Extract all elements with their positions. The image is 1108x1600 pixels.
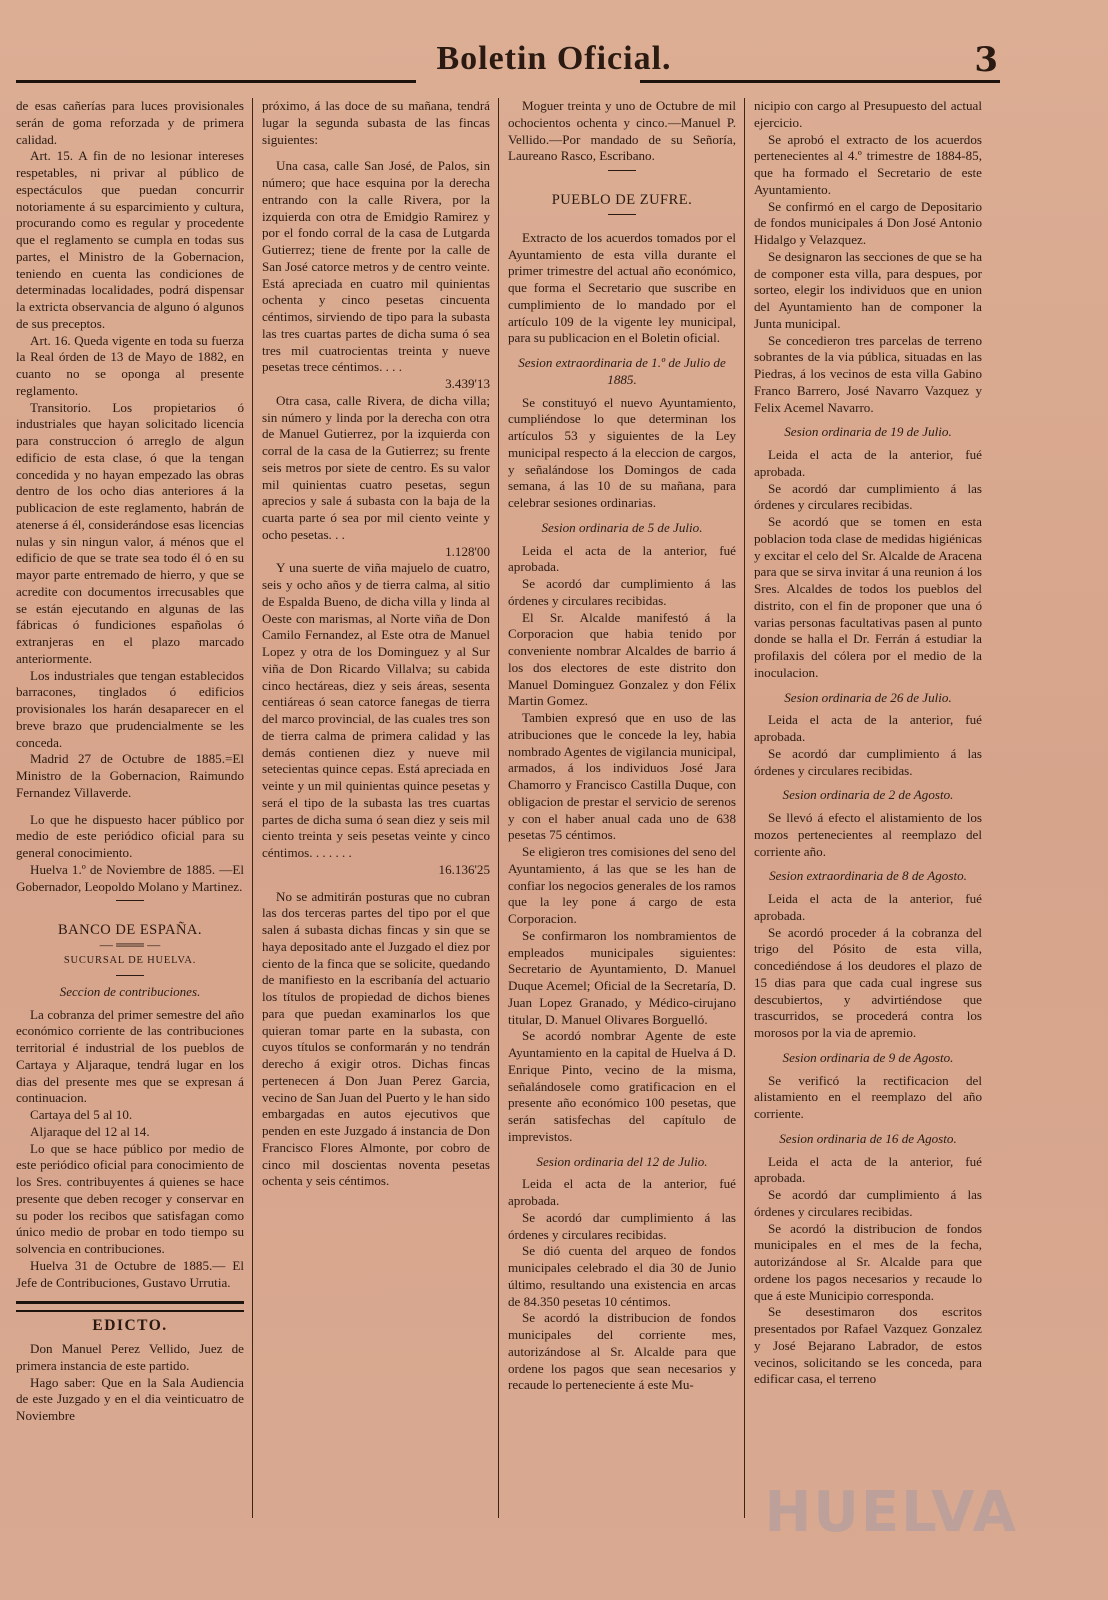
paragraph: Se aprobó el extracto de los acuerdos pertenecientes al 4.º trimestre de 1884-85, que ha formado el Secretario de este Ayuntamiento. [754,131,982,197]
session-heading: Sesion ordinaria de 9 de Agosto. [782,1049,954,1065]
paragraph: Otra casa, calle Rivera, de dicha villa; sin número y linda por la derecha con otra de Manuel Gutierrez, por la izquierda con corral de la casa de la Gutierrez; su frente seis metros por siete de centro. Es su valor mil quinientas cuatro pesetas, segun aprecios y sale á subasta con la baja de la cuarta parte ó sea por mil ciento veinte y ocho pesetas. . . [262,392,490,542]
paragraph: Se confirmó en el cargo de Depositario de fondos municipales á Don José Antonio Hidalgo y Velazquez. [754,198,982,247]
paragraph: Art. 15. A fin de no lesionar intereses respetables, ni privar al público de espectáculos que puedan concurrir notoriamente á su esparcimiento y cultura, procurando como es regular y procedente que el reglamento se cumpla en todas sus partes, el Ministro de la Gobernacion, teniendo en cuenta las condiciones de determinadas localidades, podrá dispensar la extricta observancia de alguno ó algunos de sus preceptos. [16,148,244,331]
amount: 16.136'25 [438,861,490,877]
paragraph: La cobranza del primer semestre del año económico corriente de las contribuciones territorial é industrial de los pueblos de Cartaya y Aljaraque, tendrá lugar en los dias del presente mes que se expresan á continuacion. [16,1006,244,1106]
paragraph: Los industriales que tengan establecidos barracones, tinglados ó edificios provisionales los harán desaparecer en el breve brazo que prudencialmente se les conceda. [16,667,244,750]
section-title-banco: BANCO DE ESPAÑA. [57,922,203,939]
paragraph: nicipio con cargo al Presupuesto del actual ejercicio. [754,98,982,130]
column-2 [262,98,490,1528]
section-heading: Seccion de contribuciones. [59,983,201,999]
paragraph: Moguer treinta y uno de Octubre de mil ochocientos ochenta y cinco.—Manuel P. Vellido.—Por mandado de su Señoría, Laureano Rasco, Escribano. [508,98,736,164]
session-heading: Sesion extraordinaria de 1.º de Julio de 1885. [518,355,726,387]
separator [116,975,144,976]
paragraph: Se acordó la distribucion de fondos municipales del corriente mes, autorizándose al Sr. Alcalde para que ordene los pagos que sean necesarios y recaude lo perteneciente á este Mu- [508,1310,736,1393]
paragraph: próximo, á las doce de su mañana, tendrá lugar la segunda subasta de las fincas siguientes: [262,98,490,147]
session-heading: Sesion ordinaria de 26 de Julio. [784,689,952,705]
masthead-title: Boletin Oficial. [436,40,672,77]
section-title-zufre: PUEBLO DE ZUFRE. [551,192,693,208]
paragraph: Se acordó proceder á la cobranza del trigo del Pósito de esta villa, concediéndose á los deudores el plazo de 15 dias para que cada cual ingrese sus descubiertos, y advirtiéndose que trascurridos, se procederá contra los morosos por la via de apremio. [754,924,982,1040]
paragraph: Tambien expresó que en uso de las atribuciones que le concede la ley, habia nombrado Agentes de vigilancia municipal, armados, á los individuos José Jara Chamorro y Francisco Castilla Duque, con obligacion de prestar el servicio de serenos y con el haber anual cada uno de 638 pesetas 75 céntimos. [508,710,736,843]
paragraph: Don Manuel Perez Vellido, Juez de primera instancia de este partido. [16,1341,244,1373]
paragraph: Se desestimaron dos escritos presentados por Rafael Vazquez Gonzalez y José Bejarano Labrador, de estos vecinos, solicitando se les conceda, para edificar casa, el terreno [754,1304,982,1387]
paragraph: Se concedieron tres parcelas de terreno sobrantes de la via pública, situadas en las Piedras, á los vecinos de esta villa Gabino Franco Barrero, José Navarro Vazquez y Felix Acemel Navarro. [754,332,982,415]
column-divider [252,98,253,1518]
paragraph: Se designaron las secciones de que se ha de componer esta villa, para despues, por sorteo, elegir los individuos que en union del Ayuntamiento han de componer la Junta municipal. [754,248,982,331]
paragraph: Transitorio. Los propietarios ó industriales que hayan solicitado licencia para construccion ó arreglo de algun edificio de esta clase, ó que la tengan concedida y no hayan empezado las obras dentro de los ocho dias anteriores á la publicacion de este reglamento, habrán de atenerse á él, considerándose esas licencias nulas y sin ningun valor, á ménos que el edificio de que se trate sea todo él ó en su mayor parte entremado de hierro, y que se acredite con documentos irrecusables que se están ejecutando en algunas de las fábricas ó fundiciones españolas ó extranjeras en el plazo marcado anteriormente. [16,399,244,666]
session-heading: Sesion ordinaria de 19 de Julio. [784,424,952,440]
paragraph: No se admitirán posturas que no cubran las dos terceras partes del tipo por el que salen á subasta dichas fincas y sin que se haya depositado ante el Juzgado el diez por ciento de la finca que se solicite, quedando de manifiesto en la escribanía del actuario los títulos de propiedad de dichos bienes para que puedan examinarlos los que quieran tomar parte en la subasta, con cuyos títulos se conformarán y no tendrán derecho á exigir otros. Dichas fincas pertenecen á Don Juan Perez Garcia, vecino de San Juan del Puerto y le han sido embargadas en autos ejecutivos que penden en este Juzgado á instancia de Don Francisco Flores Almonte, por cobro de cinco mil doscientas noventa pesetas ochenta y seis céntimos. [262,888,490,1189]
session-heading: Sesion ordinaria del 12 de Julio. [536,1153,708,1169]
paragraph: Leida el acta de la anterior, fué aprobada. [754,1153,982,1186]
paragraph: El Sr. Alcalde manifestó á la Corporacion que habia tenido por conveniente nombrar Alcaldes de barrio á los dos electores de este distrito don Manuel Dominguez Gonzalez y don Félix Martin Gomez. [508,609,736,709]
paragraph: Huelva 31 de Octubre de 1885.— El Jefe de Contribuciones, Gustavo Urrutia. [16,1257,244,1290]
paragraph: Se acordó que se tomen en esta poblacion toda clase de medidas higiénicas y excitar el celo del Sr. Alcalde de Aracena para que se sirva invitar á una reunion á los Sres. Alcaldes de todos los pueblos del distrito, con el fin de proponer que una ó varias personas facultativas pasen al punto donde se halla el Dr. Ferrán á estudiar la profilaxis del cólera por el medio de la inoculacion. [754,514,982,680]
separator [608,170,636,171]
paragraph: Se llevó á efecto el alistamiento de los mozos pertenecientes al reemplazo del corriente año. [754,810,982,859]
masthead [0,36,1108,84]
paragraph: Leida el acta de la anterior, fué aprobada. [754,891,982,923]
amount: 3.439'13 [445,376,490,391]
paragraph: Lo que he dispuesto hacer público por medio de este periódico oficial para su general conocimiento. [16,811,244,860]
paragraph: Aljaraque del 12 al 14. [30,1123,150,1139]
session-heading: Sesion extraordinaria de 8 de Agosto. [769,868,967,884]
paragraph: Se constituyó el nuevo Ayuntamiento, cumpliéndose lo que determinan los artículos 53 y siguientes de la Ley municipal respecto á la eleccion de cargos, y señalándose los Domingos de cada semana, á las 10 de su mañana, para celebrar sesiones ordinarias. [508,394,736,510]
page-number: 3 [974,40,998,80]
paragraph: Se acordó dar cumplimiento á las órdenes y circulares recibidas. [754,480,982,513]
library-watermark-stamp: HUELVA [764,1480,1018,1545]
masthead-rule-right [640,80,1000,83]
session-heading: Sesion ordinaria de 5 de Julio. [541,519,703,535]
column-4 [754,98,982,1528]
paragraph: Se acordó dar cumplimiento á las órdenes y circulares recibidas. [754,1187,982,1219]
separator [608,214,636,215]
column-divider [744,98,745,1518]
paragraph: Se confirmaron los nombramientos de empleados municipales siguientes: Secretario de Ayuntamiento, D. Manuel Duque Acemel; Oficial de la Secretaría, D. Juan Lopez Granado, y Médico-cirujano titular, D. Manuel Olivares Borguelló. [508,927,736,1027]
paragraph: de esas cañerías para luces provisionales serán de goma reforzada y de primera calidad. [16,98,244,147]
paragraph: Se acordó dar cumplimiento á las órdenes y circulares recibidas. [508,1209,736,1242]
section-title-edicto: EDICTO. [92,1317,168,1335]
paragraph: Se eligieron tres comisiones del seno del Ayuntamiento, á las que se les han de confiar los negocios generales de los ramos que la ley pone á cargo de esta Corporacion. [508,844,736,926]
paragraph: Cartaya del 5 al 10. [30,1107,133,1122]
session-heading: Sesion ordinaria de 16 de Agosto. [779,1130,957,1146]
column-3 [508,98,736,1528]
paragraph: Madrid 27 de Octubre de 1885.=El Ministro de la Gobernacion, Raimundo Fernandez Villaverde. [16,751,244,800]
paragraph: Y una suerte de viña majuelo de cuatro, seis y ocho años y de tierra calma, al sitio de Espalda Bueno, de dicha villa y linda al Oeste con marismas, al Norte viña de Don Camilo Fernandez, al Este otra de Manuel Lopez y otra de los Dominguez y al Sur viña de Don Ricardo Villalva; su cabida cinco hectáreas, diez y seis áreas, sesenta centiáreas ó sean catorce fanegas de tierra del marco provincial, de las cuales tres son de tierra calma de primera calidad y las demás contienen diez y nueve mil setecientas quince cepas. Está apreciada en veinte y un mil quinientas quince pesetas y será el tipo de la subasta las tres cuartas partes de dicha suma ó sean diez y seis mil ciento treinta y seis pesetas veinte y cinco céntimos. . . . . . . [262,560,490,860]
paragraph: Leida el acta de la anterior, fué aprobada. [754,712,982,744]
paragraph: Se acordó nombrar Agente de este Ayuntamiento en la capital de Huelva á D. Enrique Pinto, vecino de la misma, señalándosele como gratificacion en el presente año económico 100 pesetas, que serán satisfechas del capítulo de imprevistos. [508,1028,736,1144]
paragraph: Extracto de los acuerdos tomados por el Ayuntamiento de esta villa durante el primer trimestre del actual año económico, que forma el Secretario que suscribe en cumplimiento de lo mandado por el artículo 109 de la vigente ley municipal, para su publicacion en el Boletin oficial. [508,229,736,346]
section-subtitle: SUCURSAL DE HUELVA. [63,955,197,966]
paragraph: Leida el acta de la anterior, fué aprobada. [754,447,982,479]
ornament-separator: — ═══ — [99,937,161,952]
column-1 [16,98,244,1528]
paragraph: Se verificó la rectificacion del alistamiento en el reemplazo del año corriente. [754,1072,982,1121]
paragraph: Art. 16. Queda vigente en toda su fuerza la Real órden de 13 de Mayo de 1882, en cuanto no se oponga al presente reglamento. [16,332,244,398]
column-divider [498,98,499,1518]
separator [116,900,144,901]
session-heading: Sesion ordinaria de 2 de Agosto. [782,787,954,803]
paragraph: Lo que se hace público por medio de este periódico oficial para conocimiento de los Sres. contribuyentes á quienes se hace presente que deben recoger y conservar en su poder los recibos que satisfagan como único medio de probar en todo tiempo su solvencia en contribuciones. [16,1140,244,1256]
paragraph: Se dió cuenta del arqueo de fondos municipales celebrado el dia 30 de Junio último, resultando una existencia en arcas de 84.350 pesetas 10 céntimos. [508,1243,736,1309]
paragraph: Se acordó dar cumplimiento á las órdenes y circulares recibidas. [508,576,736,608]
heavy-rule [16,1301,244,1312]
paragraph: Una casa, calle San José, de Palos, sin número; que hace esquina por la derecha entrando con la calle Rivera, por la izquierda con otra de Emidgio Ramirez y por el fondo corral de la casa de Lutgarda Gutierrez; tiene de frente por la calle de San José catorce metros y de centro veinte. Está apreciada en cuatro mil quinientas ochenta y cinco pesetas cincuenta céntimos, sirviendo de tipo para la subasta las tres cuartas partes de dicha suma ó sea tres mil cuatrocientas treinta y nueve pesetas trece céntimos. . . . [262,158,490,375]
paragraph: Huelva 1.º de Noviembre de 1885. —El Gobernador, Leopoldo Molano y Martinez. [16,861,244,894]
masthead-rule-left [16,80,416,83]
amount: 1.128'00 [445,543,490,559]
paragraph: Hago saber: Que en la Sala Audiencia de este Juzgado y en el dia veinticuatro de Noviembre [16,1374,244,1423]
paragraph: Leida el acta de la anterior, fué aprobada. [508,542,736,575]
paragraph: Se acordó dar cumplimiento á las órdenes y circulares recibidas. [754,745,982,778]
paragraph: Se acordó la distribucion de fondos municipales en el mes de la fecha, autorizándose al Sr. Alcalde para que ordene los pagos necesarios y recaude lo que á este Municipio corresponda. [754,1220,982,1303]
paragraph: Leida el acta de la anterior, fué aprobada. [508,1176,736,1208]
